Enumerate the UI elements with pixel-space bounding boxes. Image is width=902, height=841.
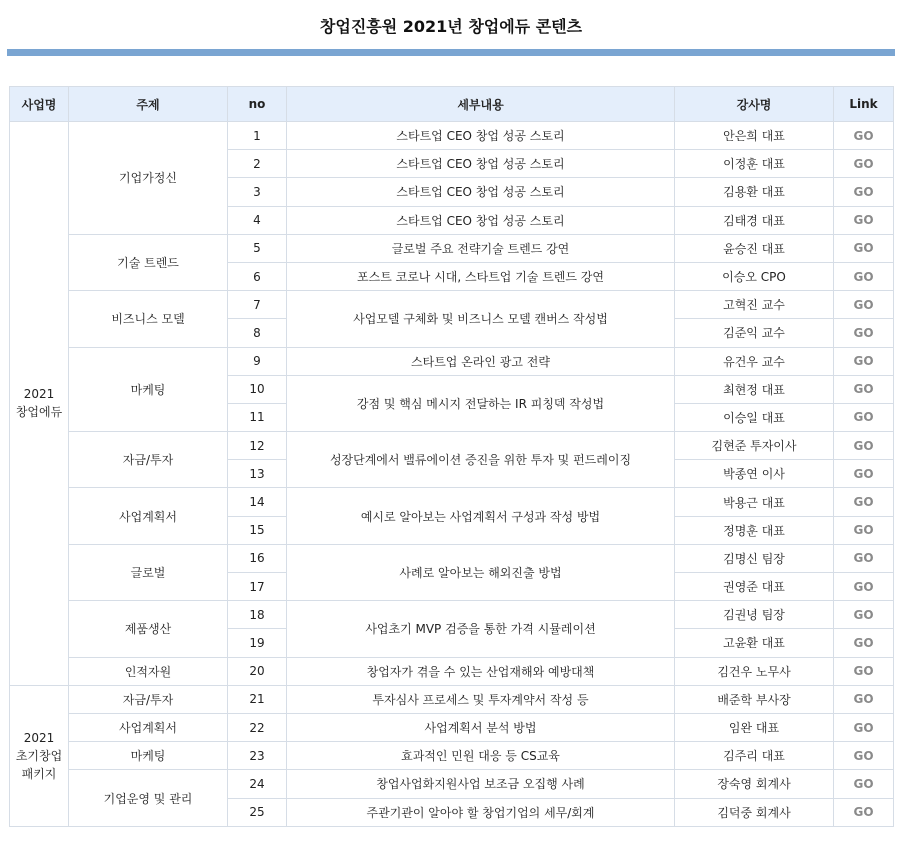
header-topic: 주제 xyxy=(69,87,228,122)
lecturer-cell: 안은희 대표 xyxy=(675,122,834,150)
table-row xyxy=(10,432,894,460)
detail-cell: 사업계획서 분석 방법 xyxy=(287,713,675,741)
topic-cell: 제품생산 xyxy=(69,601,228,657)
lecturer-cell: 정명훈 대표 xyxy=(675,516,834,544)
no-cell: 1 xyxy=(228,122,287,150)
go-link[interactable]: GO xyxy=(834,460,894,488)
topic-cell: 비즈니스 모델 xyxy=(69,291,228,347)
no-cell: 19 xyxy=(228,629,287,657)
detail-cell: 스타트업 CEO 창업 성공 스토리 xyxy=(287,178,675,206)
detail-cell: 성장단계에서 밸류에이션 증진을 위한 투자 및 펀드레이징 xyxy=(287,432,675,488)
lecturer-cell: 임완 대표 xyxy=(675,713,834,741)
no-cell: 17 xyxy=(228,573,287,601)
business-name: 창업에듀 xyxy=(15,405,63,420)
table-row xyxy=(10,657,894,685)
business-year: 2021 xyxy=(23,387,55,402)
go-link[interactable]: GO xyxy=(834,234,894,262)
go-link[interactable]: GO xyxy=(834,742,894,770)
lecturer-cell: 김명신 팀장 xyxy=(675,544,834,572)
lecturer-cell: 김주리 대표 xyxy=(675,742,834,770)
topic-cell: 인적자원 xyxy=(69,657,228,685)
table-row xyxy=(10,544,894,572)
table-row xyxy=(10,488,894,516)
lecturer-cell: 고혁진 교수 xyxy=(675,291,834,319)
lecturer-cell: 장숙영 회계사 xyxy=(675,770,834,798)
go-link[interactable]: GO xyxy=(834,319,894,347)
no-cell: 7 xyxy=(228,291,287,319)
go-link[interactable]: GO xyxy=(834,573,894,601)
title-divider-bar xyxy=(7,49,895,56)
lecturer-cell: 김준익 교수 xyxy=(675,319,834,347)
no-cell: 5 xyxy=(228,234,287,262)
table-row xyxy=(10,685,894,713)
lecturer-cell: 김건우 노무사 xyxy=(675,657,834,685)
topic-cell: 자금/투자 xyxy=(69,432,228,488)
detail-cell: 투자심사 프로세스 및 투자계약서 작성 등 xyxy=(287,685,675,713)
no-cell: 6 xyxy=(228,262,287,290)
detail-cell: 사업모델 구체화 및 비즈니스 모델 캔버스 작성법 xyxy=(287,291,675,347)
no-cell: 12 xyxy=(228,432,287,460)
business-cell-startup-edu xyxy=(10,122,69,686)
detail-cell: 스타트업 CEO 창업 성공 스토리 xyxy=(287,122,675,150)
lecturer-cell: 김권녕 팀장 xyxy=(675,601,834,629)
table-row xyxy=(10,347,894,375)
no-cell: 2 xyxy=(228,150,287,178)
go-link[interactable]: GO xyxy=(834,685,894,713)
topic-cell: 기업운영 및 관리 xyxy=(69,770,228,826)
header-link: Link xyxy=(834,87,894,122)
no-cell: 8 xyxy=(228,319,287,347)
table-row xyxy=(10,742,894,770)
go-link[interactable]: GO xyxy=(834,206,894,234)
lecturer-cell: 이승일 대표 xyxy=(675,403,834,431)
go-link[interactable]: GO xyxy=(834,629,894,657)
header-business: 사업명 xyxy=(10,87,69,122)
topic-cell: 사업계획서 xyxy=(69,488,228,544)
go-link[interactable]: GO xyxy=(834,798,894,826)
lecturer-cell: 김용환 대표 xyxy=(675,178,834,206)
go-link[interactable]: GO xyxy=(834,122,894,150)
go-link[interactable]: GO xyxy=(834,601,894,629)
go-link[interactable]: GO xyxy=(834,516,894,544)
detail-cell: 사업초기 MVP 검증을 통한 가격 시뮬레이션 xyxy=(287,601,675,657)
topic-cell: 글로벌 xyxy=(69,544,228,600)
no-cell: 14 xyxy=(228,488,287,516)
no-cell: 23 xyxy=(228,742,287,770)
go-link[interactable]: GO xyxy=(834,488,894,516)
topic-cell: 자금/투자 xyxy=(69,685,228,713)
lecturer-cell: 최현정 대표 xyxy=(675,375,834,403)
no-cell: 4 xyxy=(228,206,287,234)
go-link[interactable]: GO xyxy=(834,150,894,178)
topic-cell: 마케팅 xyxy=(69,347,228,432)
table-row xyxy=(10,601,894,629)
no-cell: 18 xyxy=(228,601,287,629)
topic-cell: 기술 트렌드 xyxy=(69,234,228,290)
lecturer-cell: 박종연 이사 xyxy=(675,460,834,488)
table-row xyxy=(10,770,894,798)
topic-cell: 마케팅 xyxy=(69,742,228,770)
no-cell: 20 xyxy=(228,657,287,685)
detail-cell: 창업자가 겪을 수 있는 산업재해와 예방대책 xyxy=(287,657,675,685)
go-link[interactable]: GO xyxy=(834,432,894,460)
no-cell: 3 xyxy=(228,178,287,206)
detail-cell: 효과적인 민원 대응 등 CS교육 xyxy=(287,742,675,770)
lecturer-cell: 김태경 대표 xyxy=(675,206,834,234)
go-link[interactable]: GO xyxy=(834,178,894,206)
detail-cell: 스타트업 CEO 창업 성공 스토리 xyxy=(287,206,675,234)
lecturer-cell: 유건우 교수 xyxy=(675,347,834,375)
go-link[interactable]: GO xyxy=(834,403,894,431)
detail-cell: 강점 및 핵심 메시지 전달하는 IR 피칭덱 작성법 xyxy=(287,375,675,431)
detail-cell: 글로벌 주요 전략기술 트렌드 강연 xyxy=(287,234,675,262)
no-cell: 16 xyxy=(228,544,287,572)
detail-cell: 주관기관이 알아야 할 창업기업의 세무/회계 xyxy=(287,798,675,826)
business-year: 2021 xyxy=(23,730,55,745)
topic-cell: 사업계획서 xyxy=(69,713,228,741)
business-name: 초기창업 xyxy=(15,748,63,763)
header-lecturer: 강사명 xyxy=(675,87,834,122)
no-cell: 9 xyxy=(228,347,287,375)
page-title: 창업진흥원 2021년 창업에듀 콘텐츠 xyxy=(319,17,583,36)
content-table xyxy=(9,86,894,827)
detail-cell: 창업사업화지원사업 보조금 오집행 사례 xyxy=(287,770,675,798)
no-cell: 25 xyxy=(228,798,287,826)
lecturer-cell: 김현준 투자이사 xyxy=(675,432,834,460)
lecturer-cell: 윤승진 대표 xyxy=(675,234,834,262)
no-cell: 15 xyxy=(228,516,287,544)
lecturer-cell: 배준학 부사장 xyxy=(675,685,834,713)
no-cell: 21 xyxy=(228,685,287,713)
go-link[interactable]: GO xyxy=(834,713,894,741)
header-no: no xyxy=(228,87,287,122)
no-cell: 13 xyxy=(228,460,287,488)
table-header-row xyxy=(10,87,894,122)
go-link[interactable]: GO xyxy=(834,657,894,685)
detail-cell: 스타트업 온라인 광고 전략 xyxy=(287,347,675,375)
table-row xyxy=(10,291,894,319)
lecturer-cell: 이승오 CPO xyxy=(675,262,834,290)
no-cell: 11 xyxy=(228,403,287,431)
header-detail: 세부내용 xyxy=(287,87,675,122)
no-cell: 22 xyxy=(228,713,287,741)
no-cell: 10 xyxy=(228,375,287,403)
go-link[interactable]: GO xyxy=(834,544,894,572)
go-link[interactable]: GO xyxy=(834,347,894,375)
lecturer-cell: 이정훈 대표 xyxy=(675,150,834,178)
lecturer-cell: 김덕중 회계사 xyxy=(675,798,834,826)
topic-cell: 기업가정신 xyxy=(69,122,228,235)
detail-cell: 포스트 코로나 시대, 스타트업 기술 트렌드 강연 xyxy=(287,262,675,290)
go-link[interactable]: GO xyxy=(834,770,894,798)
lecturer-cell: 박용근 대표 xyxy=(675,488,834,516)
go-link[interactable]: GO xyxy=(834,291,894,319)
business-name-line3: 패키지 xyxy=(21,766,57,781)
detail-cell: 스타트업 CEO 창업 성공 스토리 xyxy=(287,150,675,178)
detail-cell: 사례로 알아보는 해외진출 방법 xyxy=(287,544,675,600)
table-row xyxy=(10,234,894,262)
table-row xyxy=(10,122,894,150)
go-link[interactable]: GO xyxy=(834,375,894,403)
business-cell-early-startup-package xyxy=(10,685,69,826)
lecturer-cell: 권영준 대표 xyxy=(675,573,834,601)
go-link[interactable]: GO xyxy=(834,262,894,290)
lecturer-cell: 고윤환 대표 xyxy=(675,629,834,657)
no-cell: 24 xyxy=(228,770,287,798)
detail-cell: 예시로 알아보는 사업계획서 구성과 작성 방법 xyxy=(287,488,675,544)
table-row xyxy=(10,713,894,741)
